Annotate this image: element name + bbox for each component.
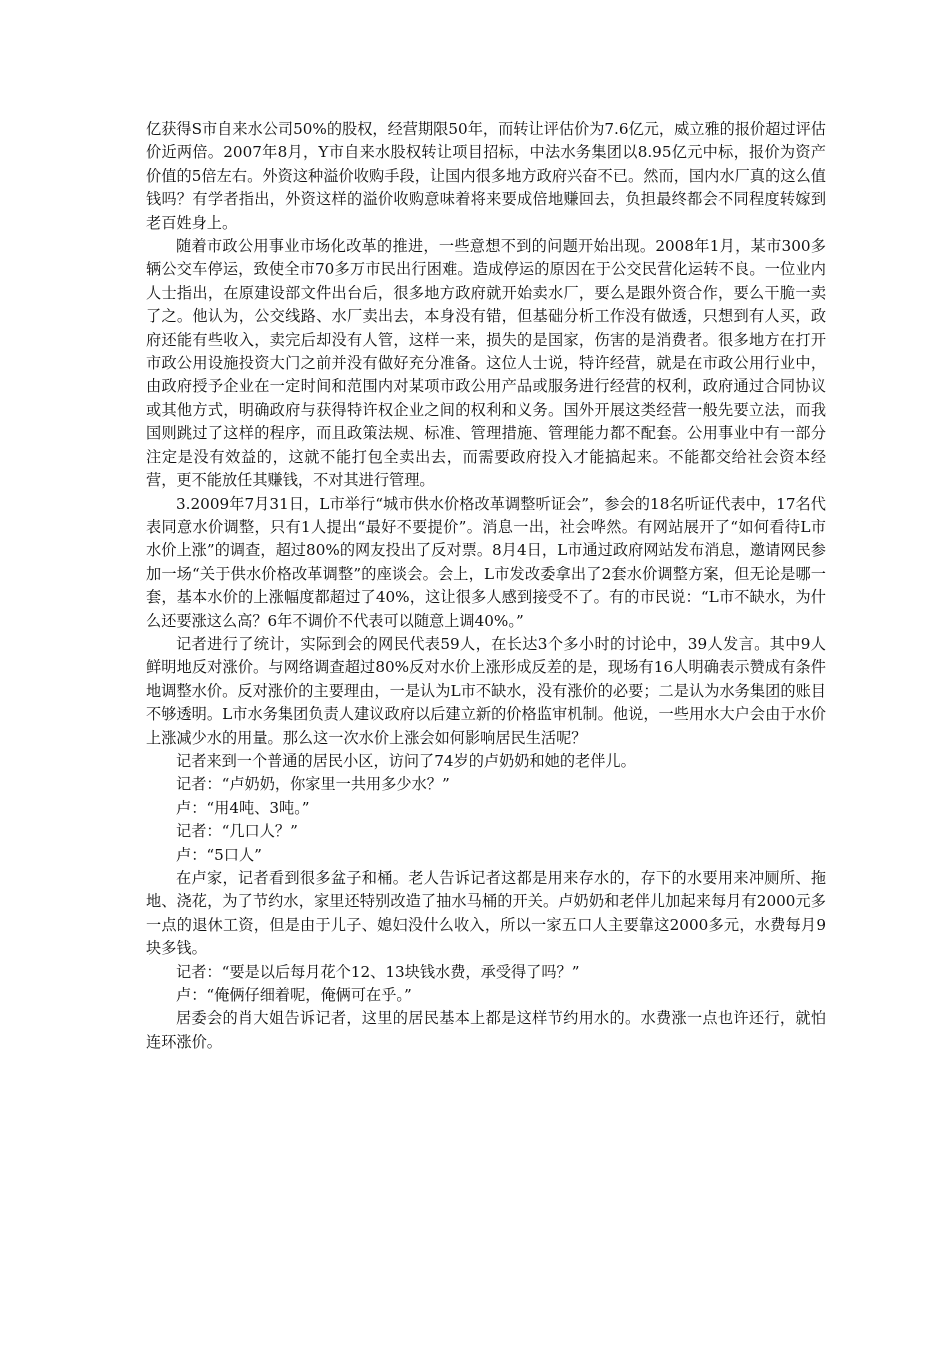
paragraph-visit-residents: 记者来到一个普通的居民小区，访问了74岁的卢奶奶和她的老伴儿。 bbox=[176, 751, 636, 770]
dialogue-line: 记者：“要是以后每月花个12、13块钱水费，承受得了吗？” bbox=[176, 962, 580, 981]
paragraph-committee-comment: 居委会的肖大姐告诉记者，这里的居民基本上都是这样节约用水的。水费涨一点也许还行，就怕连环涨价。 bbox=[146, 1009, 826, 1051]
paragraph-household-water-saving: 在卢家，记者看到很多盆子和桶。老人告诉记者这都是用来存水的，存下的水要用来冲厕所、拖地、浇花，为了节约水，家里还特别改造了抽水马桶的开关。卢奶奶和老伴儿加起来每月有2000元多一点的退休工资，但是由于儿子、媳妇没什么收入，所以一家五口人主要靠这2000多元，水费每月9块多钱。 bbox=[146, 869, 826, 958]
dialogue-line: 记者：“几口人？” bbox=[176, 822, 298, 841]
paragraph-market-reform-problems: 随着市政公用事业市场化改革的推进，一些意想不到的问题开始出现。2008年1月，某市300多辆公交车停运，致使全市70多万市民出行困难。造成停运的原因在于公交民营化运转不良。一位业内人士指出，在原建设部文件出台后，很多地方政府就开始卖水厂，要么是跟外资合作，要么干脆一卖了之。他认为，公交线路、水厂卖出去，本身没有错，但基础分析工作没有做透，只想到有人买，政府还能有些收入，卖完后却没有人管，这样一来，损失的是国家，伤害的是消费者。很多地方在打开市政公用设施投资大门之前并没有做好充分准备。这位人士说，特许经营，就是在市政公用行业中，由政府授予企业在一定时间和范围内对某项市政公用产品或服务进行经营的权利，政府通过合同协议或其他方式，明确政府与获得特许权企业之间的权利和义务。国外开展这类经营一般先要立法，而我国则跳过了这样的程序，而且政策法规、标准、管理措施、管理能力都不配套。公用事业中有一部分注定是没有效益的，这就不能打包全卖出去，而需要政府投入才能搞起来。不能都交给社会资本经营，更不能放任其赚钱，不对其进行管理。 bbox=[146, 237, 826, 490]
dialogue-line: 卢：“5口人” bbox=[176, 845, 262, 864]
paragraph-reporter-statistics: 记者进行了统计，实际到会的网民代表59人，在长达3个多小时的讨论中，39人发言。其中9人鲜明地反对涨价。与网络调查超过80%反对水价上涨形成反差的是，现场有16人明确表示赞成有条件地调整水价。反对涨价的主要理由，一是认为L市不缺水，没有涨价的必要；二是认为水务集团的账目不够透明。L市水务集团负责人建议政府以后建立新的价格监审机制。他说，一些用水大户会由于水价上涨减少水的用量。那么这一次水价上涨会如何影响居民生活呢？ bbox=[146, 634, 826, 747]
dialogue-line: 卢：“用4吨、3吨。” bbox=[176, 798, 310, 817]
dialogue-line: 记者：“卢奶奶，你家里一共用多少水？” bbox=[176, 775, 450, 794]
document-page bbox=[146, 118, 826, 1054]
paragraph-foreign-capital-premium: 亿获得S市自来水公司50%的股权，经营期限50年，而转让评估价为7.6亿元，威立雅的报价超过评估价近两倍。2007年8月，Y市自来水股权转让项目招标，中法水务集团以8.95亿元中标，报价为资产价值的5倍左右。外资这种溢价收购手段，让国内很多地方政府兴奋不已。然而，国内水厂真的这么值钱吗？有学者指出，外资这样的溢价收购意味着将来要成倍地赚回去，负担最终都会不同程度转嫁到老百姓身上。 bbox=[146, 120, 826, 232]
dialogue-line: 卢：“俺俩仔细着呢，俺俩可在乎。” bbox=[176, 986, 412, 1005]
paragraph-price-hearing: 3.2009年7月31日，L市举行“城市供水价格改革调整听证会”，参会的18名听证代表中，17名代表同意水价调整，只有1人提出“最好不要提价”。消息一出，社会哗然。有网站展开了“如何看待L市水价上涨”的调查，超过80%的网友投出了反对票。8月4日，L市通过政府网站发布消息，邀请网民参加一场“关于供水价格改革调整”的座谈会。会上，L市发改委拿出了2套水价调整方案，但无论是哪一套，基本水价的上涨幅度都超过了40%，这让很多人感到接受不了。有的市民说：“L市不缺水，为什么还要涨这么高？6年不调价不代表可以随意上调40%。” bbox=[146, 494, 826, 630]
